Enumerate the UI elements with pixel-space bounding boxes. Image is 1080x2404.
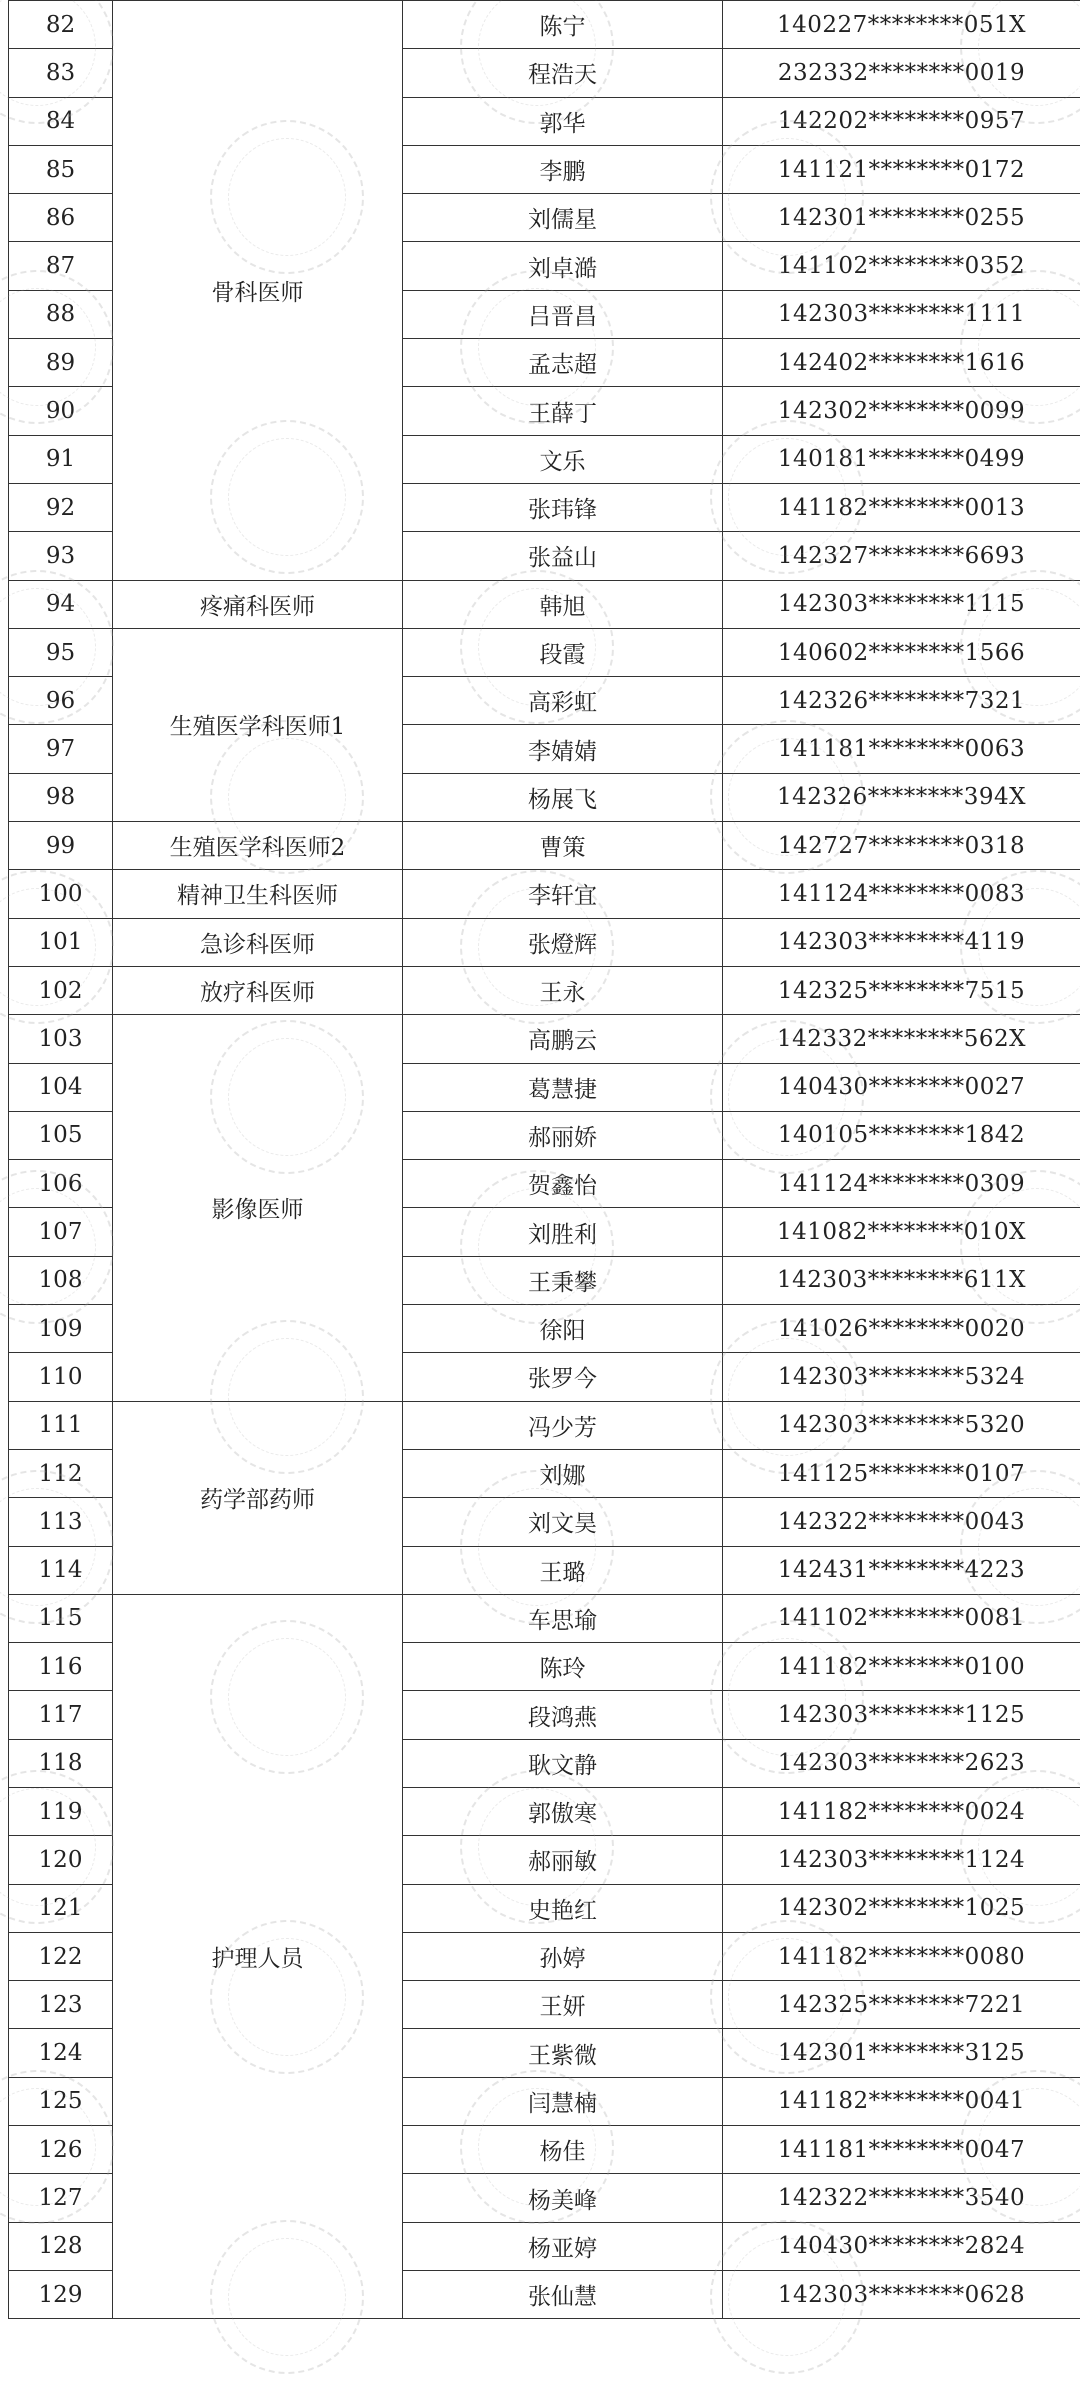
name-cell: 张燈辉 <box>403 918 723 966</box>
name-cell: 张仙慧 <box>403 2270 723 2318</box>
name-cell: 王璐 <box>403 1546 723 1594</box>
row-number: 82 <box>9 1 113 49</box>
table-row <box>9 870 1080 918</box>
name-cell: 葛慧捷 <box>403 1063 723 1111</box>
id-number-cell: 142326********394X <box>723 773 1080 821</box>
row-number: 118 <box>9 1739 113 1787</box>
id-number-cell: 141182********0100 <box>723 1643 1080 1691</box>
name-cell: 徐阳 <box>403 1305 723 1353</box>
row-number: 84 <box>9 97 113 145</box>
name-cell: 张罗今 <box>403 1353 723 1401</box>
name-cell: 王永 <box>403 966 723 1014</box>
table-row <box>9 628 1080 676</box>
roster-table <box>8 0 1080 2319</box>
row-number: 109 <box>9 1305 113 1353</box>
position-cell: 药学部药师 <box>113 1401 403 1594</box>
name-cell: 刘卓澔 <box>403 242 723 290</box>
name-cell: 孟志超 <box>403 339 723 387</box>
position-cell: 生殖医学科医师2 <box>113 822 403 870</box>
id-number-cell: 142303********5324 <box>723 1353 1080 1401</box>
name-cell: 郝丽敏 <box>403 1836 723 1884</box>
id-number-cell: 142322********0043 <box>723 1498 1080 1546</box>
row-number: 98 <box>9 773 113 821</box>
id-number-cell: 142303********5320 <box>723 1401 1080 1449</box>
position-cell: 精神卫生科医师 <box>113 870 403 918</box>
table-row <box>9 918 1080 966</box>
name-cell: 史艳红 <box>403 1884 723 1932</box>
name-cell: 段鸿燕 <box>403 1691 723 1739</box>
row-number: 104 <box>9 1063 113 1111</box>
id-number-cell: 140105********1842 <box>723 1111 1080 1159</box>
row-number: 110 <box>9 1353 113 1401</box>
id-number-cell: 141182********0024 <box>723 1787 1080 1835</box>
row-number: 108 <box>9 1256 113 1304</box>
id-number-cell: 142303********1115 <box>723 580 1080 628</box>
position-cell: 疼痛科医师 <box>113 580 403 628</box>
row-number: 85 <box>9 145 113 193</box>
id-number-cell: 142303********611X <box>723 1256 1080 1304</box>
row-number: 83 <box>9 49 113 97</box>
row-number: 114 <box>9 1546 113 1594</box>
name-cell: 段霞 <box>403 628 723 676</box>
row-number: 87 <box>9 242 113 290</box>
name-cell: 吕晋昌 <box>403 290 723 338</box>
id-number-cell: 141121********0172 <box>723 145 1080 193</box>
id-number-cell: 140430********0027 <box>723 1063 1080 1111</box>
name-cell: 闫慧楠 <box>403 2077 723 2125</box>
row-number: 94 <box>9 580 113 628</box>
name-cell: 韩旭 <box>403 580 723 628</box>
row-number: 100 <box>9 870 113 918</box>
row-number: 97 <box>9 725 113 773</box>
row-number: 126 <box>9 2126 113 2174</box>
row-number: 92 <box>9 483 113 531</box>
id-number-cell: 142301********0255 <box>723 194 1080 242</box>
name-cell: 车思瑜 <box>403 1594 723 1642</box>
id-number-cell: 141182********0080 <box>723 1932 1080 1980</box>
name-cell: 刘儒星 <box>403 194 723 242</box>
id-number-cell: 141082********010X <box>723 1208 1080 1256</box>
row-number: 113 <box>9 1498 113 1546</box>
id-number-cell: 140602********1566 <box>723 628 1080 676</box>
name-cell: 高彩虹 <box>403 677 723 725</box>
row-number: 122 <box>9 1932 113 1980</box>
name-cell: 郭傲寒 <box>403 1787 723 1835</box>
row-number: 102 <box>9 966 113 1014</box>
name-cell: 陈玲 <box>403 1643 723 1691</box>
name-cell: 王紫微 <box>403 2029 723 2077</box>
name-cell: 刘胜利 <box>403 1208 723 1256</box>
name-cell: 冯少芳 <box>403 1401 723 1449</box>
id-number-cell: 142303********1124 <box>723 1836 1080 1884</box>
table-row <box>9 822 1080 870</box>
id-number-cell: 140430********2824 <box>723 2222 1080 2270</box>
name-cell: 李轩宜 <box>403 870 723 918</box>
id-number-cell: 142327********6693 <box>723 532 1080 580</box>
row-number: 115 <box>9 1594 113 1642</box>
name-cell: 郭华 <box>403 97 723 145</box>
id-number-cell: 142325********7515 <box>723 966 1080 1014</box>
table-row <box>9 1401 1080 1449</box>
row-number: 125 <box>9 2077 113 2125</box>
id-number-cell: 141182********0013 <box>723 483 1080 531</box>
name-cell: 王秉攀 <box>403 1256 723 1304</box>
roster-sheet <box>8 0 1080 2319</box>
name-cell: 曹策 <box>403 822 723 870</box>
row-number: 86 <box>9 194 113 242</box>
roster-body <box>9 1 1080 2319</box>
row-number: 117 <box>9 1691 113 1739</box>
position-cell: 放疗科医师 <box>113 966 403 1014</box>
position-cell: 生殖医学科医师1 <box>113 628 403 821</box>
id-number-cell: 141125********0107 <box>723 1449 1080 1497</box>
row-number: 107 <box>9 1208 113 1256</box>
id-number-cell: 232332********0019 <box>723 49 1080 97</box>
row-number: 121 <box>9 1884 113 1932</box>
row-number: 101 <box>9 918 113 966</box>
name-cell: 杨佳 <box>403 2126 723 2174</box>
id-number-cell: 141124********0083 <box>723 870 1080 918</box>
id-number-cell: 142727********0318 <box>723 822 1080 870</box>
id-number-cell: 142303********2623 <box>723 1739 1080 1787</box>
row-number: 123 <box>9 1981 113 2029</box>
name-cell: 杨展飞 <box>403 773 723 821</box>
id-number-cell: 140227********051X <box>723 1 1080 49</box>
name-cell: 刘娜 <box>403 1449 723 1497</box>
position-cell: 急诊科医师 <box>113 918 403 966</box>
id-number-cell: 142303********4119 <box>723 918 1080 966</box>
id-number-cell: 142402********1616 <box>723 339 1080 387</box>
row-number: 127 <box>9 2174 113 2222</box>
row-number: 88 <box>9 290 113 338</box>
row-number: 89 <box>9 339 113 387</box>
id-number-cell: 141182********0041 <box>723 2077 1080 2125</box>
row-number: 96 <box>9 677 113 725</box>
row-number: 95 <box>9 628 113 676</box>
row-number: 112 <box>9 1449 113 1497</box>
name-cell: 文乐 <box>403 435 723 483</box>
position-cell: 骨科医师 <box>113 1 403 581</box>
id-number-cell: 142303********0628 <box>723 2270 1080 2318</box>
id-number-cell: 141181********0063 <box>723 725 1080 773</box>
id-number-cell: 142202********0957 <box>723 97 1080 145</box>
row-number: 120 <box>9 1836 113 1884</box>
table-row <box>9 580 1080 628</box>
id-number-cell: 142302********1025 <box>723 1884 1080 1932</box>
table-row <box>9 1015 1080 1063</box>
position-cell: 护理人员 <box>113 1594 403 2318</box>
position-cell: 影像医师 <box>113 1015 403 1401</box>
name-cell: 张益山 <box>403 532 723 580</box>
row-number: 91 <box>9 435 113 483</box>
name-cell: 高鹏云 <box>403 1015 723 1063</box>
row-number: 119 <box>9 1787 113 1835</box>
id-number-cell: 142302********0099 <box>723 387 1080 435</box>
id-number-cell: 142325********7221 <box>723 1981 1080 2029</box>
table-row <box>9 1594 1080 1642</box>
id-number-cell: 141102********0352 <box>723 242 1080 290</box>
row-number: 111 <box>9 1401 113 1449</box>
name-cell: 贺鑫怡 <box>403 1160 723 1208</box>
table-row <box>9 966 1080 1014</box>
name-cell: 程浩天 <box>403 49 723 97</box>
id-number-cell: 142431********4223 <box>723 1546 1080 1594</box>
row-number: 124 <box>9 2029 113 2077</box>
id-number-cell: 142301********3125 <box>723 2029 1080 2077</box>
name-cell: 郝丽娇 <box>403 1111 723 1159</box>
name-cell: 王妍 <box>403 1981 723 2029</box>
id-number-cell: 141181********0047 <box>723 2126 1080 2174</box>
row-number: 103 <box>9 1015 113 1063</box>
row-number: 128 <box>9 2222 113 2270</box>
id-number-cell: 142303********1111 <box>723 290 1080 338</box>
id-number-cell: 142332********562X <box>723 1015 1080 1063</box>
name-cell: 王薛丁 <box>403 387 723 435</box>
id-number-cell: 141124********0309 <box>723 1160 1080 1208</box>
id-number-cell: 141026********0020 <box>723 1305 1080 1353</box>
row-number: 116 <box>9 1643 113 1691</box>
row-number: 106 <box>9 1160 113 1208</box>
row-number: 129 <box>9 2270 113 2318</box>
name-cell: 李鹏 <box>403 145 723 193</box>
row-number: 90 <box>9 387 113 435</box>
id-number-cell: 141102********0081 <box>723 1594 1080 1642</box>
row-number: 99 <box>9 822 113 870</box>
name-cell: 孙婷 <box>403 1932 723 1980</box>
row-number: 93 <box>9 532 113 580</box>
name-cell: 张玮锋 <box>403 483 723 531</box>
id-number-cell: 142326********7321 <box>723 677 1080 725</box>
name-cell: 耿文静 <box>403 1739 723 1787</box>
row-number: 105 <box>9 1111 113 1159</box>
id-number-cell: 142322********3540 <box>723 2174 1080 2222</box>
name-cell: 陈宁 <box>403 1 723 49</box>
table-row <box>9 1 1080 49</box>
name-cell: 杨亚婷 <box>403 2222 723 2270</box>
name-cell: 李婧婧 <box>403 725 723 773</box>
id-number-cell: 140181********0499 <box>723 435 1080 483</box>
name-cell: 刘文昊 <box>403 1498 723 1546</box>
id-number-cell: 142303********1125 <box>723 1691 1080 1739</box>
name-cell: 杨美峰 <box>403 2174 723 2222</box>
